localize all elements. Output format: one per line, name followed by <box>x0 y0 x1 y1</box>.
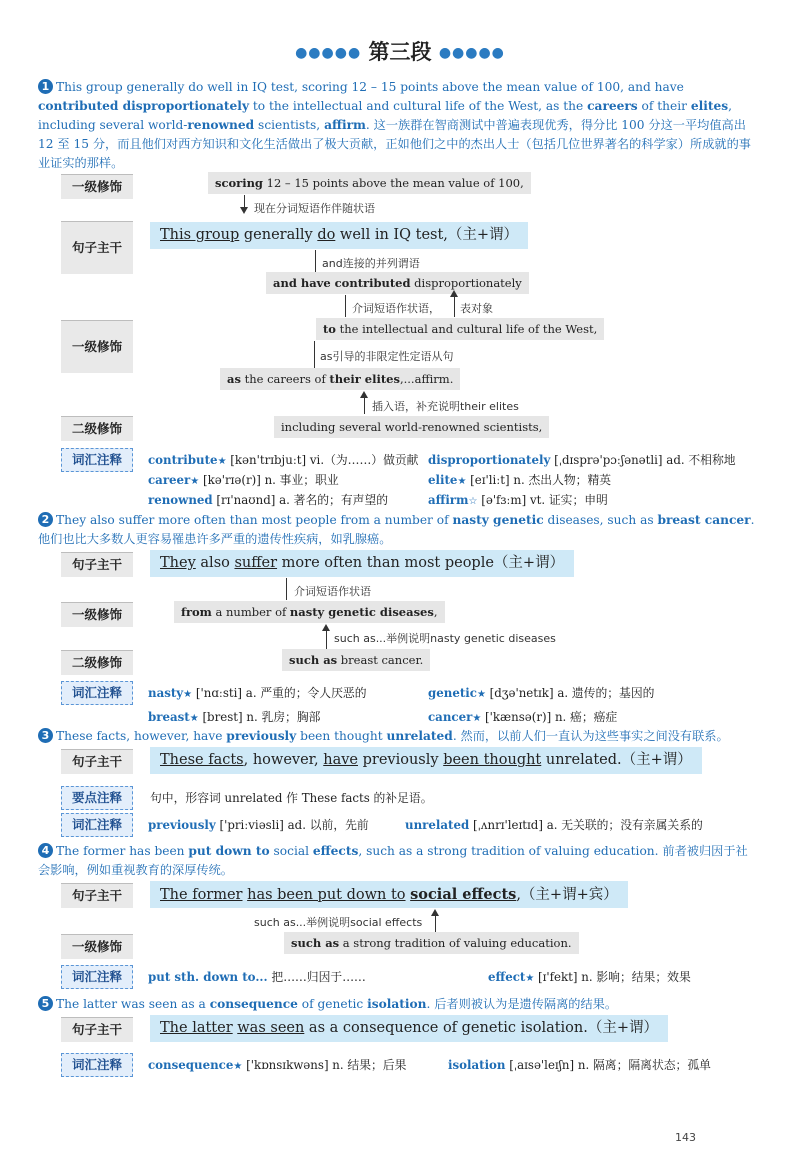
connector-line <box>286 578 287 600</box>
paragraph-3: 3 These facts, however, have previously been thought unrelated. 然而，以前人们一直认为这些事实之间没有联系。 <box>38 727 756 746</box>
label-level1: 一级修饰 <box>61 934 133 959</box>
annotation: 介词短语作状语， <box>352 302 440 315</box>
main-clause: These facts, however, have previously been thought unrelated.（主+谓） <box>150 747 702 774</box>
modifier-as-clause: as the careers of their elites,...affirm. <box>220 368 460 390</box>
vocab-entry: put sth. down to... 把……归因于…… <box>148 970 366 984</box>
main-clause: This group generally do well in IQ test,（主+谓） <box>150 222 528 249</box>
label-main: 句子主干 <box>61 552 133 577</box>
label-level2: 二级修饰 <box>61 650 133 675</box>
paragraph-2: 2 They also suffer more often than most people from a number of nasty genetic diseases, such as breast cancer. 他们也比大多数人更容易罹患许多严重的遗传性疾病，如乳腺癌。 <box>38 513 755 546</box>
sentence-number: 1 <box>38 79 53 94</box>
connector-line <box>244 195 245 207</box>
vocab-entry: breast★ [brest] n. 乳房；胸部 <box>148 710 321 724</box>
section-title-text: 第三段 <box>368 40 432 64</box>
key-note: 句中，形容词 unrelated 作 These facts 的补足语。 <box>150 791 433 805</box>
annotation: 介词短语作状语 <box>294 585 371 598</box>
paragraph-1: 1 This group generally do well in IQ test, scoring 12 – 15 points above the mean value of 100, and have contributed disproportionately to the intellectual and cultural life of the West, as the careers of their elites, including several world-renowned scientists, affirm. 这一族群在智商测试中普遍表现优秀，得分比 100 分这一平均值高出 12 至 15 分，而且他们对西方知识和文化生活做出了极大贡献，正如他们之中的杰出人士（包括几位世界著名的科学家）所成就的事业证实的那样。 <box>38 80 751 170</box>
vocab-entry: disproportionately [ˌdɪsprə'pɔːʃənətli] ad. 不相称地 <box>428 453 736 467</box>
label-key-note: 要点注释 <box>61 786 133 810</box>
label-vocab: 词汇注释 <box>61 965 133 989</box>
sentence-number: 5 <box>38 996 53 1011</box>
vocab-entry: consequence★ ['kɒnsɪkwəns] n. 结果；后果 <box>148 1058 407 1072</box>
modifier-prep-phrase: to the intellectual and cultural life of the West, <box>316 318 604 340</box>
sentence-number: 2 <box>38 512 53 527</box>
vocab-entry: elite★ [eɪ'liːt] n. 杰出人物；精英 <box>428 473 612 487</box>
connector-line <box>315 250 316 272</box>
main-clause: The latter was seen as a consequence of genetic isolation.（主+谓） <box>150 1015 668 1042</box>
connector-line <box>435 916 436 932</box>
modifier-such-as: such as a strong tradition of valuing education. <box>284 932 579 954</box>
modifier-including: including several world-renowned scientists, <box>274 416 549 438</box>
annotation: as引导的非限定性定语从句 <box>320 350 454 363</box>
sentence-number: 4 <box>38 843 53 858</box>
modifier-such-as: such as breast cancer. <box>282 649 430 671</box>
page-number: 143 <box>675 1131 696 1144</box>
vocab-entry: isolation [ˌaɪsə'leɪʃn] n. 隔离；隔离状态；孤单 <box>448 1058 711 1072</box>
connector-line <box>314 341 315 368</box>
decor-dots-right: ●●●●● <box>438 45 505 61</box>
paragraph-5: 5 The latter was seen as a consequence of genetic isolation. 后者则被认为是遗传隔离的结果。 <box>38 995 756 1014</box>
annotation: such as...举例说明nasty genetic diseases <box>334 632 556 645</box>
label-main: 句子主干 <box>61 1017 133 1042</box>
arrow-down-icon <box>240 207 248 214</box>
parallel-predicate: and have contributed disproportionately <box>266 272 529 294</box>
vocab-entry: effect★ [ɪ'fekt] n. 影响；结果；效果 <box>488 970 691 984</box>
arrow-up-icon <box>360 391 368 398</box>
label-level2: 二级修饰 <box>61 416 133 441</box>
label-level1: 一级修饰 <box>61 320 133 373</box>
label-vocab: 词汇注释 <box>61 1053 133 1077</box>
label-level1: 一级修饰 <box>61 174 133 199</box>
connector-line <box>454 297 455 317</box>
label-main: 句子主干 <box>61 883 133 908</box>
vocab-entry: cancer★ ['kænsə(r)] n. 癌；癌症 <box>428 710 618 724</box>
connector-line <box>345 295 346 317</box>
label-vocab: 词汇注释 <box>61 681 133 705</box>
arrow-up-icon <box>322 624 330 631</box>
annotation: such as...举例说明social effects <box>254 916 423 929</box>
annotation: and连接的并列谓语 <box>322 257 420 270</box>
vocab-entry: affirm☆ [ə'fɜːm] vt. 证实；申明 <box>428 493 608 507</box>
annotation: 插入语，补充说明their elites <box>372 400 519 413</box>
vocab-entry: contribute★ [kən'trɪbjuːt] vi.（为……）做贡献 <box>148 453 419 467</box>
main-clause: They also suffer more often than most people（主+谓） <box>150 550 574 577</box>
modifier-scoring: scoring 12 – 15 points above the mean value of 100, <box>208 172 531 194</box>
arrow-up-icon <box>431 909 439 916</box>
label-main: 句子主干 <box>61 749 133 774</box>
label-main: 句子主干 <box>61 221 133 274</box>
label-vocab: 词汇注释 <box>61 448 133 472</box>
annotation: 现在分词短语作伴随状语 <box>254 202 375 215</box>
vocab-entry: renowned [rɪ'naʊnd] a. 著名的；有声望的 <box>148 493 389 507</box>
connector-line <box>364 398 365 414</box>
arrow-up-icon <box>450 290 458 297</box>
decor-dots-left: ●●●●● <box>295 45 362 61</box>
vocab-entry: unrelated [ˌʌnrɪ'leɪtɪd] a. 无关联的；没有亲属关系的 <box>405 818 703 832</box>
annotation: 表对象 <box>460 302 493 315</box>
main-clause: The former has been put down to social effects,（主+谓+宾） <box>150 881 628 908</box>
vocab-entry: career★ [kə'rɪə(r)] n. 事业；职业 <box>148 473 339 487</box>
section-title <box>0 36 800 66</box>
modifier-from: from a number of nasty genetic diseases, <box>174 601 445 623</box>
vocab-entry: genetic★ [dʒə'netɪk] a. 遗传的；基因的 <box>428 686 655 700</box>
vocab-entry: previously ['priːviəsli] ad. 以前，先前 <box>148 818 369 832</box>
connector-line <box>326 631 327 649</box>
vocab-entry: nasty★ ['nɑːsti] a. 严重的；令人厌恶的 <box>148 686 367 700</box>
paragraph-4: 4 The former has been put down to social effects, such as a strong tradition of valuing education. 前者被归因于社会影响，例如重视教育的深厚传统。 <box>38 844 748 877</box>
label-level1: 一级修饰 <box>61 602 133 627</box>
label-vocab: 词汇注释 <box>61 813 133 837</box>
sentence-number: 3 <box>38 728 53 743</box>
